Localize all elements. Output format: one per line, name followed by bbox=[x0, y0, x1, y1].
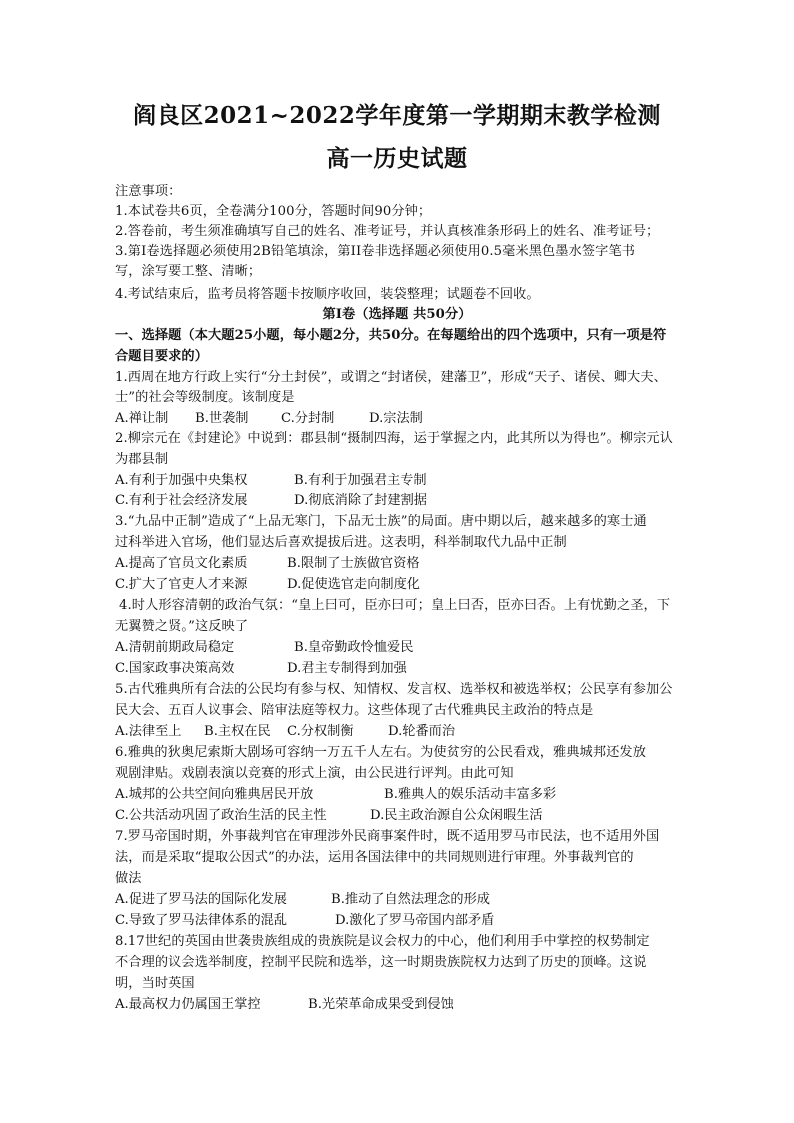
option-b: B.主权在民 bbox=[204, 724, 271, 739]
notice-line: 2.答卷前，考生须准确填写自己的姓名、准考证号，并认真核准条形码上的姓名、准考证号； bbox=[115, 224, 660, 239]
option-d: D.激化了罗马帝国内部矛盾 bbox=[335, 913, 495, 928]
option-a: A.禅让制 bbox=[115, 411, 169, 426]
option-b: B.有利于加强君主专制 bbox=[294, 473, 427, 488]
option-d: D.彻底消除了封建割据 bbox=[294, 493, 427, 508]
question-stem: 7.罗马帝国时期，外事裁判官在审理涉外民商事案件时，既不适用罗马市民法，也不适用外国 bbox=[115, 829, 660, 844]
question-stem: 做法 bbox=[115, 871, 142, 886]
option-c: C.分封制 bbox=[281, 411, 335, 426]
exam-title: 阎良区2021~2022学年度第一学期期末教学检测 bbox=[133, 102, 661, 129]
option-c: C.导致了罗马法律体系的混乱 bbox=[115, 913, 288, 928]
option-b: B.限制了士族做官资格 bbox=[287, 556, 420, 571]
question-stem: 不合理的议会选举制度，控制平民院和选举，这一时期贵族院权力达到了历史的顶峰。这说 bbox=[115, 955, 647, 970]
option-b: B.光荣革命成果受到侵蚀 bbox=[308, 997, 454, 1012]
option-a: A.清朝前期政局稳定 bbox=[115, 640, 235, 655]
option-a: A.法律至上 bbox=[115, 724, 182, 739]
option-d: D.促使选官走向制度化 bbox=[287, 577, 420, 592]
option-d: D.民主政治源自公众闲暇生活 bbox=[370, 808, 543, 823]
option-c: C.国家政事决策高效 bbox=[115, 661, 235, 676]
question-stem: 6.雅典的狄奥尼索斯大剧场可容纳一万五千人左右。为使贫穷的公民看戏，雅典城邦还发放 bbox=[115, 745, 646, 760]
question-stem: 2.柳宗元在《封建论》中说到：郡县制“摄制四海，运于掌握之内，此其所以为得也”。柳宗元认 bbox=[115, 431, 673, 446]
section-instruction: 一、选择题（本大题25小题，每小题2分，共50分。在每题给出的四个选项中，只有一项是符 bbox=[115, 328, 667, 343]
option-c: C.公共活动巩固了政治生活的民主性 bbox=[115, 808, 327, 823]
question-stem: 过科举进入官场，他们显达后喜欢提拔后进。这表明，科举制取代九品中正制 bbox=[115, 535, 567, 550]
section-title: 第I卷（选择题 共50分） bbox=[322, 307, 472, 322]
option-d: D.轮番而治 bbox=[388, 724, 456, 739]
notice-line: 4.考试结束后，监考员将答题卡按顺序收回，装袋整理；试题卷不回收。 bbox=[115, 287, 540, 302]
section-instruction: 合题目要求的） bbox=[115, 349, 209, 364]
question-stem: 为郡县制 bbox=[115, 452, 169, 467]
question-stem: 民大会、五百人议事会、陪审法庭等权力。这些体现了古代雅典民主政治的特点是 bbox=[115, 703, 594, 718]
option-b: B.推动了自然法理念的形成 bbox=[331, 892, 490, 907]
option-a: A.最高权力仍属国王掌控 bbox=[115, 997, 261, 1012]
notice-line: 1.本试卷共6页，全卷满分100分，答题时间90分钟； bbox=[115, 204, 432, 219]
question-stem: 5.古代雅典所有合法的公民均有参与权、知情权、发言权、选举权和被选举权；公民享有参加公 bbox=[115, 682, 673, 697]
option-a: A.有利于加强中央集权 bbox=[115, 473, 248, 488]
option-b: B.雅典人的娱乐活动丰富多彩 bbox=[384, 787, 557, 802]
question-stem: 无翼赞之贤。”这反映了 bbox=[115, 619, 249, 634]
option-a: A.提高了官员文化素质 bbox=[115, 556, 248, 571]
option-b: B.世袭制 bbox=[195, 411, 249, 426]
option-d: D.君主专制得到加强 bbox=[287, 661, 407, 676]
question-stem: 法，而是采取“提取公因式”的办法，运用各国法律中的共同规则进行审理。外事裁判官的 bbox=[115, 850, 634, 865]
question-stem: 4.时人形容清朝的政治气氛：“皇上曰可，臣亦曰可；皇上曰否，臣亦曰否。上有忧勤之圣，下 bbox=[119, 598, 671, 613]
notice-heading: 注意事项： bbox=[115, 184, 182, 199]
notice-line: 写，涂写要工整、清晰； bbox=[115, 264, 262, 279]
option-a: A.城邦的公共空间向雅典居民开放 bbox=[115, 787, 314, 802]
question-stem: 明，当时英国 bbox=[115, 976, 195, 991]
question-stem: 3.“九品中正制”造成了“上品无寒门，下品无士族”的局面。唐中期以后，越来越多的寒士通 bbox=[115, 514, 647, 529]
option-a: A.促进了罗马法的国际化发展 bbox=[115, 892, 287, 907]
option-c: C.扩大了官吏人才来源 bbox=[115, 577, 248, 592]
question-stem: 1.西周在地方行政上实行“分土封侯”，或谓之“封诸侯，建藩卫”，形成“天子、诸侯、卿大夫、 bbox=[115, 370, 667, 385]
option-c: C.有利于社会经济发展 bbox=[115, 493, 248, 508]
question-stem: 士”的社会等级制度。该制度是 bbox=[115, 390, 295, 405]
question-stem: 观剧津贴。戏剧表演以竞赛的形式上演，由公民进行评判。由此可知 bbox=[115, 766, 514, 781]
option-c: C.分权制衡 bbox=[287, 724, 354, 739]
option-b: B.皇帝勤政怜恤爱民 bbox=[294, 640, 414, 655]
notice-line: 3.第I卷选择题必须使用2B铅笔填涂，第II卷非选择题必须使用0.5毫米黑色墨水签字笔书 bbox=[115, 244, 636, 259]
question-stem: 8.17世纪的英国由世袭贵族组成的贵族院是议会权力的中心，他们利用手中掌控的权势制定 bbox=[115, 934, 650, 949]
option-d: D.宗法制 bbox=[369, 411, 423, 426]
exam-subtitle: 高一历史试题 bbox=[326, 145, 468, 172]
